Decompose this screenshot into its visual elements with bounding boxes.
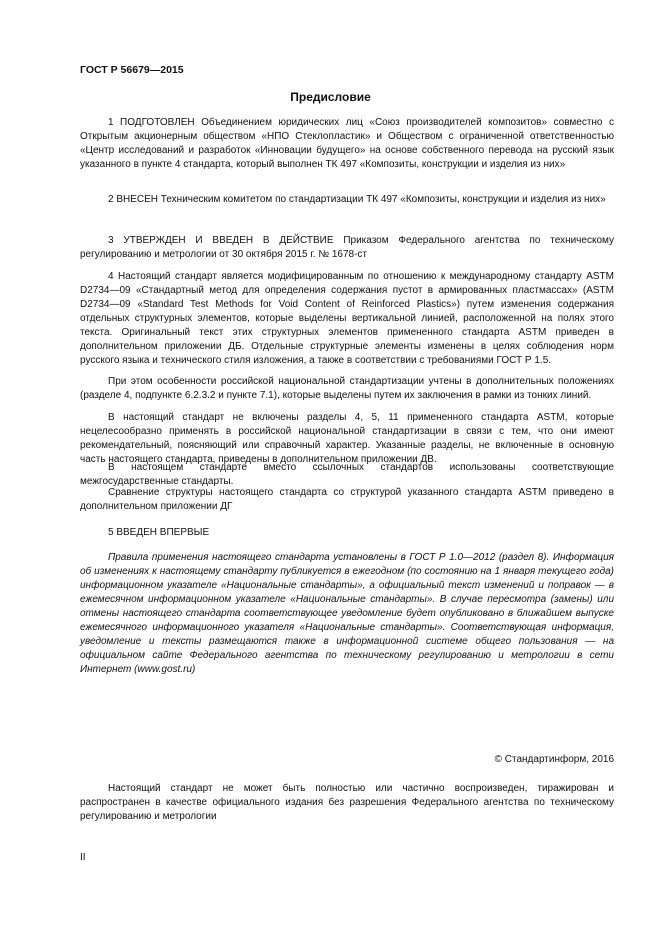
copyright: © Стандартинформ, 2016 [494,754,614,765]
paragraph-4-features: При этом особенности российской национальной стандартизации учтены в дополнительных положениях (разделе 4, подпункте 6.2.3.2 и пункте 7.1), которые выделены путем их заключения в рамки из тонких линий. [80,376,614,401]
paragraph-1-prepared: 1 ПОДГОТОВЛЕН Объединением юридических лиц «Союз производителей композитов» совместно с Открытым акционерным обществом «НПО Стеклопластик» и Обществом с ограниченной ответственностью «Центр исследований и разработок «Инновации будущего» на основе собственного перевода на русский язык указанного в пункте 4 стандарта, который выполнен ТК 497 «Композиты, конструкции и изделия из них» [80,117,614,170]
paragraph-4-references: В настоящем стандарте вместо ссылочных стандартов использованы соответствующие межгосударственные стандарты. [80,462,614,487]
page-title: Предисловие [290,90,371,104]
application-rules-note: Правила применения настоящего стандарта установлены в ГОСТ Р 1.0—2012 (раздел 8). Информация об изменениях к настоящему стандарту публикуется в ежегодном (по состоянию на 1 января текущего года) информационном указателе «Национальные стандарты», а официальный текст изменений и поправок — в ежемесячном информационном указателе «Национальные стандарты». В случае пересмотра (замены) или отмены настоящего стандарта соответствующее уведомление будет опубликовано в ближайшем выпуске ежемесячного информационного указателя «Национальные стандарты». Соответствующая информация, уведомление и тексты размещаются также в информационной системе общего пользования — на официальном сайте Федерального агентства по техническому регулированию и метрологии в сети Интернет (www.gost.ru) [80,552,614,675]
page-number: II [80,852,86,863]
paragraph-4-excluded-sections: В настоящий стандарт не включены разделы 4, 5, 11 примененного стандарта ASTM, которые нецелесообразно применять в российской национальной стандартизации в связи с тем, что они имеют рекомендательный, поясняющий или справочный характер. Указанные разделы, не включенные в основную часть настоящего стандарта, приведены в дополнительном приложении ДВ. [80,412,614,465]
reproduction-notice: Настоящий стандарт не может быть полностью или частично воспроизведен, тиражирован и распространен в качестве официального издания без разрешения Федерального агентства по техническому регулированию и метрологии [80,783,614,822]
paragraph-2-introduced: 2 ВНЕСЕН Техническим комитетом по стандартизации ТК 497 «Композиты, конструкции и изделия из них» [108,194,606,205]
paragraph-3-approved: 3 УТВЕРЖДЕН И ВВЕДЕН В ДЕЙСТВИЕ Приказом Федерального агентства по техническому регулированию и метрологии от 30 октября 2015 г. № 1678-ст [80,235,614,260]
paragraph-5-first-introduced: 5 ВВЕДЕН ВПЕРВЫЕ [108,527,210,538]
paragraph-4-comparison: Сравнение структуры настоящего стандарта со структурой указанного стандарта ASTM приведено в дополнительном приложении ДГ [80,487,614,512]
document-header: ГОСТ Р 56679—2015 [80,64,184,76]
paragraph-4-modified: 4 Настоящий стандарт является модифицированным по отношению к международному стандарту ASTM D2734—09 «Стандартный метод для определения содержания пустот в армированных пластмассах» (ASTM D2734—09 «Standard Test Methods for Void Content of Reinforced Plastics») путем изменения содержания отдельных структурных элементов, которые выделены вертикальной линией, расположенной на полях этого текста. Оригинальный текст этих структурных элементов примененного стандарта ASTM приведен в дополнительном приложении ДБ. Отдельные структурные элементы изменены в целях соблюдения норм русского языка и технического стиля изложения, а также в соответствии с требованиями ГОСТ Р 1.5. [80,271,614,366]
